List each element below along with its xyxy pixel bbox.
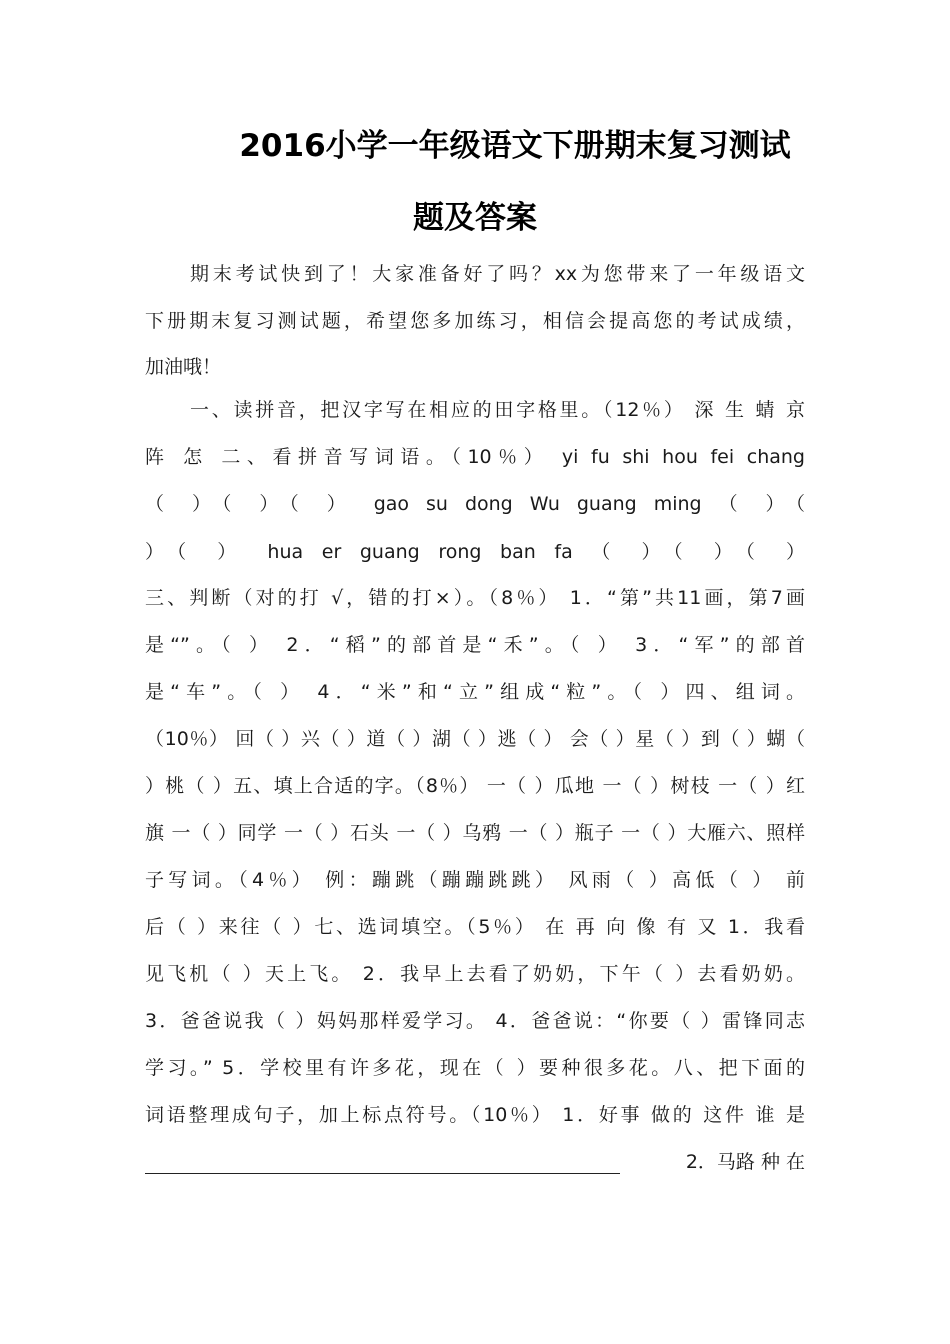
paragraph-line: 三、判断（对的打 √，错的打×）。（8％） 1．“第”共11画，第7画 — [145, 587, 805, 609]
paragraph-line: ）（ ） hua er guang rong ban fa （ ）（ ）（ ） — [145, 541, 805, 563]
paragraph-line-end: 2．马路 种 在 — [685, 1151, 805, 1173]
paragraph-line: 是“车”。（ ） 4．“米”和“立”组成“粒”。（ ）四、组词。 — [145, 681, 805, 703]
paragraph-line: 3．爸爸说我（ ）妈妈那样爱学习。 4．爸爸说：“你要（ ）雷锋同志 — [145, 1010, 805, 1032]
paragraph-line: 子写词。（4％） 例：蹦跳（蹦蹦跳跳） 风雨（ ）高低（ ） 前 — [145, 869, 805, 891]
answer-line-row — [145, 1146, 805, 1178]
paragraph-line: 下册期末复习测试题，希望您多加练习，相信会提高您的考试成绩， — [145, 310, 805, 332]
paragraph-line: 一、读拼音，把汉字写在相应的田字格里。（12％） 深 生 蜻 京 — [190, 399, 805, 421]
answer-blank-line[interactable] — [145, 1151, 620, 1174]
paragraph-line: 加油哦！ — [145, 356, 222, 378]
paragraph-line: 旗 一（ ）同学 一（ ）石头 一（ ）乌鸦 一（ ）瓶子 一（ ）大雁六、照样 — [145, 822, 805, 844]
paragraph-line: 后（ ）来往（ ）七、选词填空。（5％） 在 再 向 像 有 又 1．我看 — [145, 916, 805, 938]
paragraph-line: 阵 怎 二、看拼音写词语。（10％） yi fu shi hou fei chang — [145, 446, 805, 468]
paragraph-line: 是“”。（ ） 2．“稻”的部首是“禾”。（ ） 3．“军”的部首 — [145, 634, 805, 656]
paragraph-line: 词语整理成句子，加上标点符号。（10％） 1．好事 做的 这件 谁 是 — [145, 1104, 805, 1126]
document-title-line-1: 2016小学一年级语文下册期末复习测试 — [239, 128, 791, 164]
paragraph-line: ）桃（ ）五、填上合适的字。（8％） 一（ ）瓜地 一（ ）树枝 一（ ）红 — [145, 775, 805, 797]
paragraph-line: 学习。” 5．学校里有许多花，现在（ ）要种很多花。八、把下面的 — [145, 1057, 805, 1079]
paragraph-line: 见飞机（ ）天上飞。 2．我早上去看了奶奶，下午（ ）去看奶奶。 — [145, 963, 805, 985]
paragraph-line: （ ）（ ）（ ） gao su dong Wu guang ming （ ）（ — [145, 493, 805, 515]
paragraph-line: （10％） 回（ ）兴（ ）道（ ）湖（ ）逃（ ） 会（ ）星（ ）到（ ）蝴（ — [145, 728, 805, 750]
document-title-line-2: 题及答案 — [413, 200, 537, 236]
paragraph-line: 期末考试快到了！大家准备好了吗？xx为您带来了一年级语文 — [190, 263, 805, 285]
